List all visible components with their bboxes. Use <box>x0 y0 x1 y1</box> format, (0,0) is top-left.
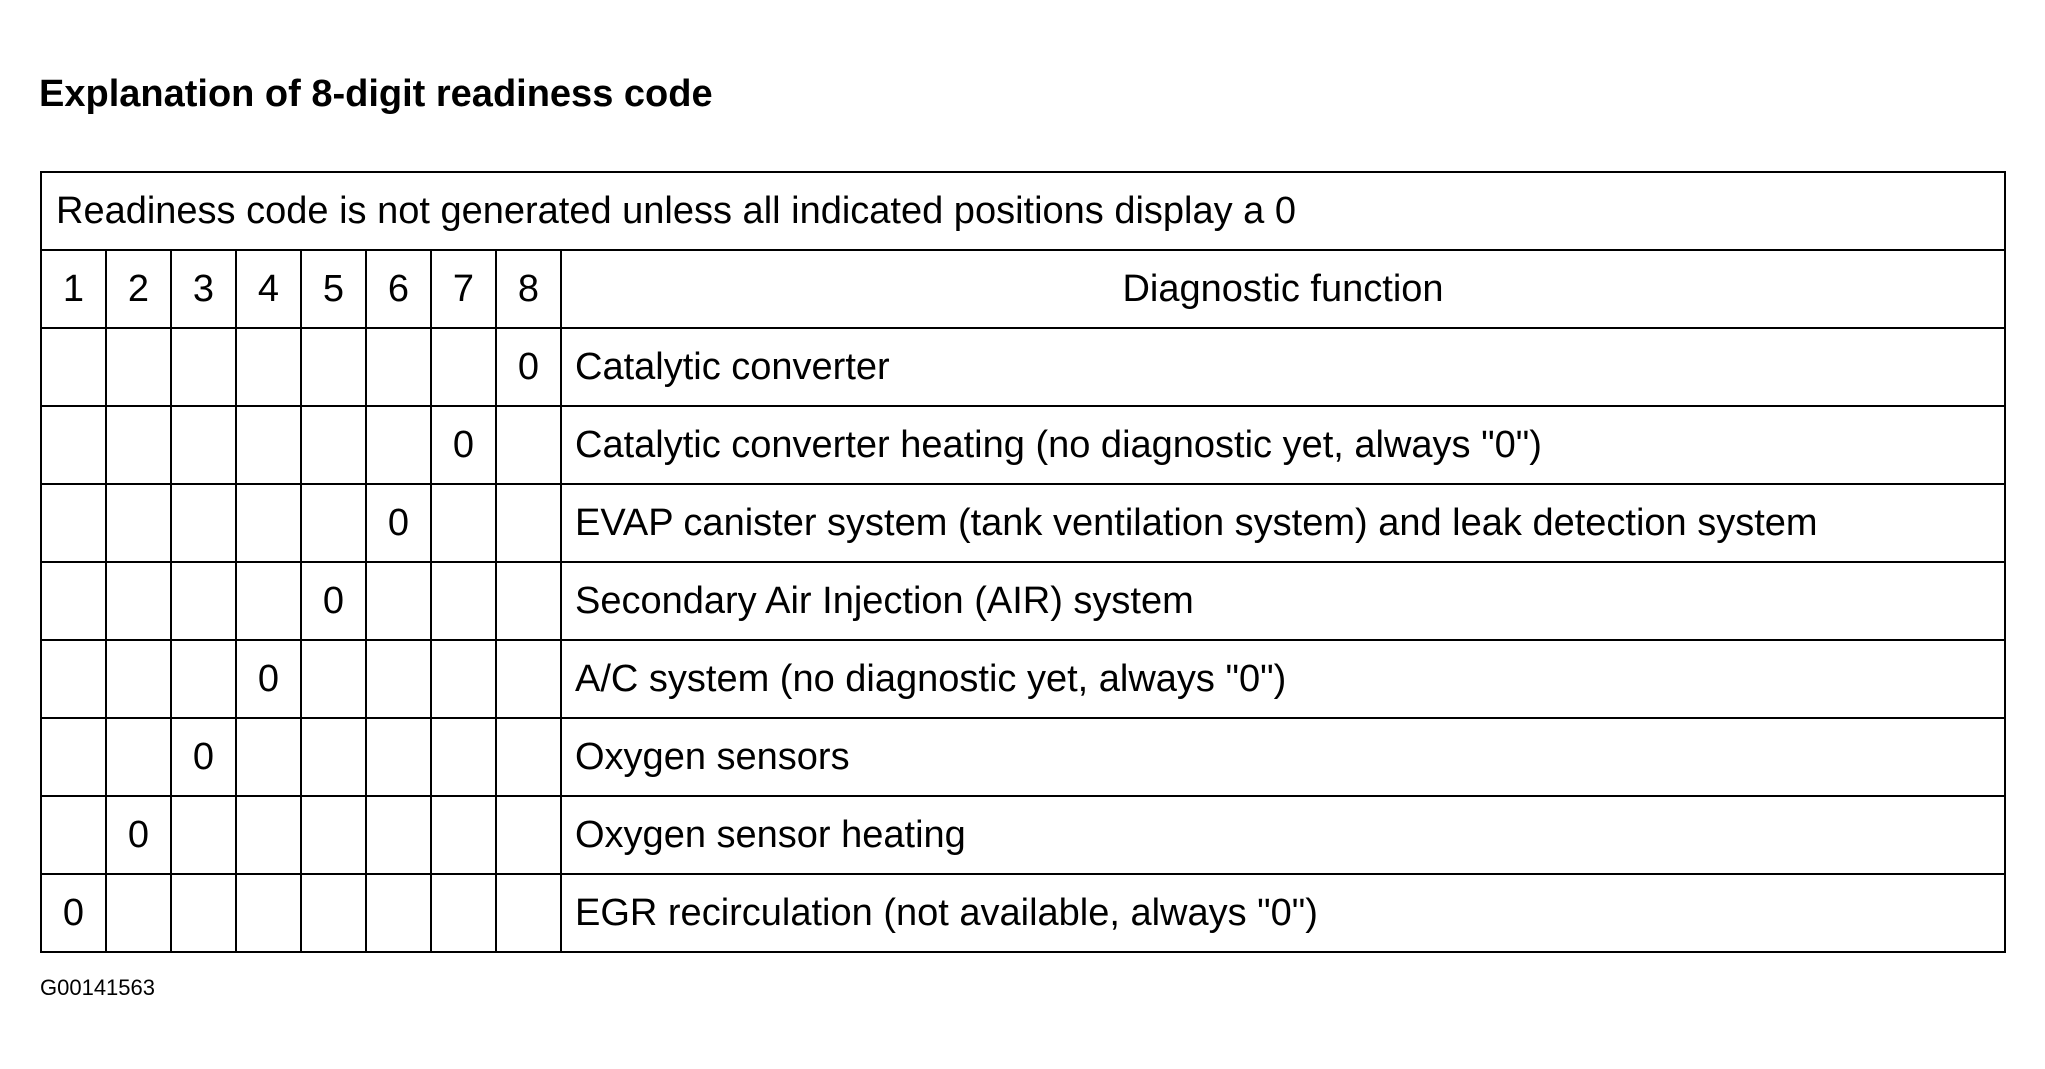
position-cell-5 <box>301 406 366 484</box>
position-cell-7: 0 <box>431 406 496 484</box>
position-cell-4 <box>236 328 301 406</box>
position-cell-1 <box>41 640 106 718</box>
table-row <box>41 796 2005 874</box>
position-cell-1 <box>41 484 106 562</box>
position-cell-5 <box>301 640 366 718</box>
position-cell-6 <box>366 718 431 796</box>
position-cell-1 <box>41 562 106 640</box>
position-cell-3 <box>171 874 236 952</box>
position-header-3: 3 <box>171 250 236 328</box>
position-cell-6 <box>366 874 431 952</box>
position-cell-7 <box>431 328 496 406</box>
header-row <box>41 250 2005 328</box>
banner-row <box>41 172 2005 250</box>
position-cell-3 <box>171 562 236 640</box>
position-cell-7 <box>431 562 496 640</box>
position-cell-4 <box>236 796 301 874</box>
position-cell-4: 0 <box>236 640 301 718</box>
document-title: Explanation of 8-digit readiness code <box>39 73 713 115</box>
position-cell-8 <box>496 874 561 952</box>
position-cell-3 <box>171 796 236 874</box>
table-row <box>41 718 2005 796</box>
table-row <box>41 562 2005 640</box>
position-cell-1 <box>41 406 106 484</box>
position-cell-8 <box>496 796 561 874</box>
function-header: Diagnostic function <box>561 250 2005 328</box>
position-cell-4 <box>236 718 301 796</box>
table-row <box>41 874 2005 952</box>
position-cell-3 <box>171 328 236 406</box>
position-cell-5 <box>301 328 366 406</box>
position-cell-1 <box>41 796 106 874</box>
position-header-7: 7 <box>431 250 496 328</box>
position-cell-3: 0 <box>171 718 236 796</box>
position-cell-2 <box>106 406 171 484</box>
position-cell-8: 0 <box>496 328 561 406</box>
position-cell-3 <box>171 640 236 718</box>
position-cell-5 <box>301 874 366 952</box>
diagnostic-function: Catalytic converter <box>561 328 2005 406</box>
position-cell-2 <box>106 484 171 562</box>
position-cell-8 <box>496 406 561 484</box>
position-cell-2 <box>106 718 171 796</box>
position-cell-4 <box>236 562 301 640</box>
diagnostic-function: A/C system (no diagnostic yet, always "0") <box>561 640 2005 718</box>
position-cell-6 <box>366 328 431 406</box>
figure-id: G00141563 <box>40 975 155 1000</box>
position-cell-7 <box>431 796 496 874</box>
position-header-6: 6 <box>366 250 431 328</box>
table-body <box>41 172 2005 952</box>
position-cell-8 <box>496 484 561 562</box>
position-cell-2 <box>106 328 171 406</box>
position-cell-3 <box>171 406 236 484</box>
position-cell-7 <box>431 484 496 562</box>
table-banner: Readiness code is not generated unless all indicated positions display a 0 <box>41 172 2005 250</box>
position-header-8: 8 <box>496 250 561 328</box>
position-cell-7 <box>431 718 496 796</box>
table-row <box>41 484 2005 562</box>
diagnostic-function: Catalytic converter heating (no diagnostic yet, always "0") <box>561 406 2005 484</box>
position-cell-8 <box>496 718 561 796</box>
position-cell-6 <box>366 640 431 718</box>
position-cell-6 <box>366 796 431 874</box>
position-cell-1 <box>41 718 106 796</box>
position-cell-4 <box>236 406 301 484</box>
position-cell-2 <box>106 562 171 640</box>
position-cell-6 <box>366 562 431 640</box>
position-header-1: 1 <box>41 250 106 328</box>
position-cell-4 <box>236 874 301 952</box>
diagnostic-function: EGR recirculation (not available, always "0") <box>561 874 2005 952</box>
position-header-2: 2 <box>106 250 171 328</box>
position-cell-2: 0 <box>106 796 171 874</box>
position-cell-1 <box>41 328 106 406</box>
position-header-4: 4 <box>236 250 301 328</box>
table-row <box>41 406 2005 484</box>
position-cell-8 <box>496 562 561 640</box>
position-header-5: 5 <box>301 250 366 328</box>
position-cell-8 <box>496 640 561 718</box>
diagnostic-function: EVAP canister system (tank ventilation system) and leak detection system <box>561 484 2005 562</box>
position-cell-2 <box>106 874 171 952</box>
table-row <box>41 640 2005 718</box>
position-cell-2 <box>106 640 171 718</box>
position-cell-5 <box>301 718 366 796</box>
position-cell-6 <box>366 406 431 484</box>
position-cell-1: 0 <box>41 874 106 952</box>
position-cell-3 <box>171 484 236 562</box>
table-row <box>41 328 2005 406</box>
position-cell-7 <box>431 640 496 718</box>
position-cell-5 <box>301 484 366 562</box>
position-cell-5: 0 <box>301 562 366 640</box>
diagnostic-function: Secondary Air Injection (AIR) system <box>561 562 2005 640</box>
position-cell-5 <box>301 796 366 874</box>
diagnostic-function: Oxygen sensor heating <box>561 796 2005 874</box>
position-cell-6: 0 <box>366 484 431 562</box>
position-cell-4 <box>236 484 301 562</box>
position-cell-7 <box>431 874 496 952</box>
readiness-code-table <box>40 171 2006 953</box>
diagnostic-function: Oxygen sensors <box>561 718 2005 796</box>
